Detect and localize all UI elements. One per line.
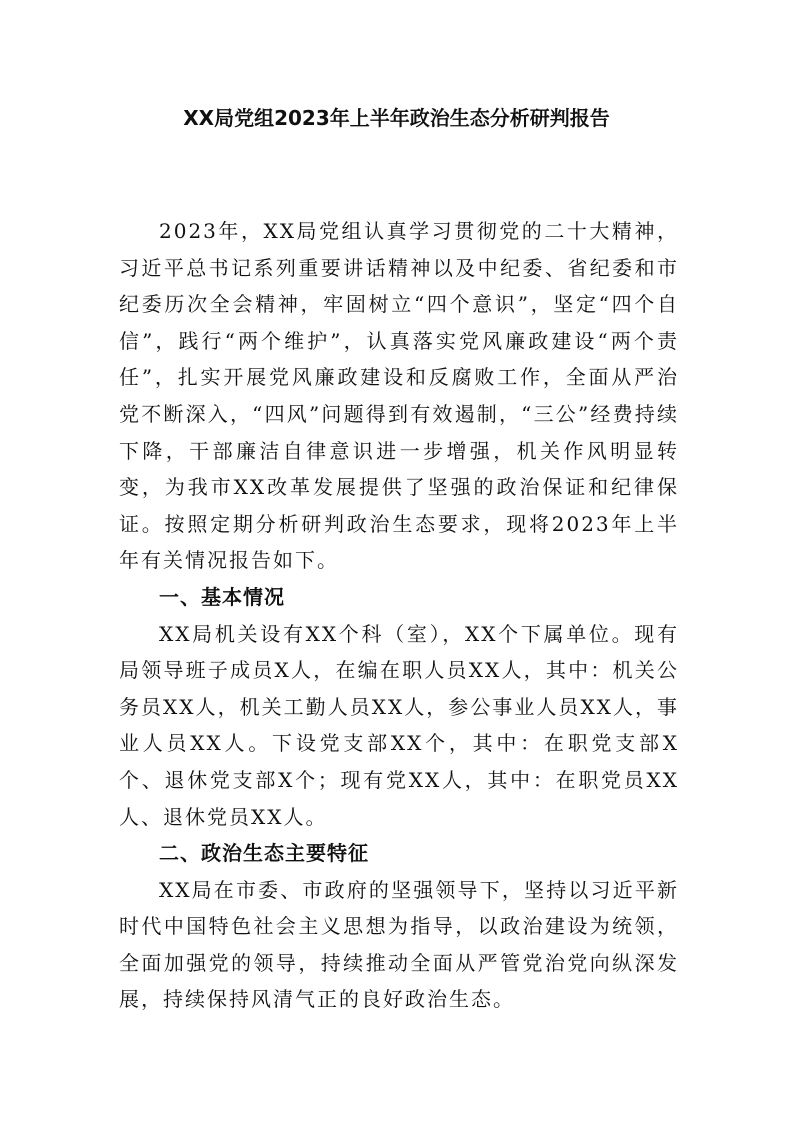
section-paragraph-political-ecology: XX局在市委、市政府的坚强领导下，坚持以习近平新时代中国特色社会主义思想为指导，以政治建设为统领，全面加强党的领导，持续推动全面从严管党治党向纵深发展，持续保持风清气正的良好政治生态。 bbox=[119, 877, 679, 1012]
section-heading-political-ecology: 二、政治生态主要特征 bbox=[159, 841, 369, 866]
document-title: XX局党组2023年上半年政治生态分析研判报告 bbox=[183, 106, 610, 130]
section-paragraph-basic-info: XX局机关设有XX个科（室），XX个下属单位。现有局领导班子成员X人，在编在职人员XX人，其中：机关公务员XX人，机关工勤人员XX人，参公事业人员XX人，事业人员XX人。下设党支部XX个，其中：在职党支部X个、退休党支部X个；现有党XX人，其中：在职党员XX人、退休党员XX人。 bbox=[119, 621, 679, 829]
document-body bbox=[119, 213, 679, 1018]
intro-paragraph: 2023年，XX局党组认真学习贯彻党的二十大精神，习近平总书记系列重要讲话精神以及中纪委、省纪委和市纪委历次全会精神，牢固树立“四个意识”，坚定“四个自信”，践行“两个维护”，认真落实党风廉政建设“两个责任”，扎实开展党风廉政建设和反腐败工作，全面从严治党不断深入，“四风”问题得到有效遏制，“三公”经费持续下降，干部廉洁自律意识进一步增强，机关作风明显转变，为我市XX改革发展提供了坚强的政治保证和纪律保证。按照定期分析研判政治生态要求，现将2023年上半年有关情况报告如下。 bbox=[119, 219, 679, 573]
section-heading-basic-info: 一、基本情况 bbox=[159, 584, 285, 609]
